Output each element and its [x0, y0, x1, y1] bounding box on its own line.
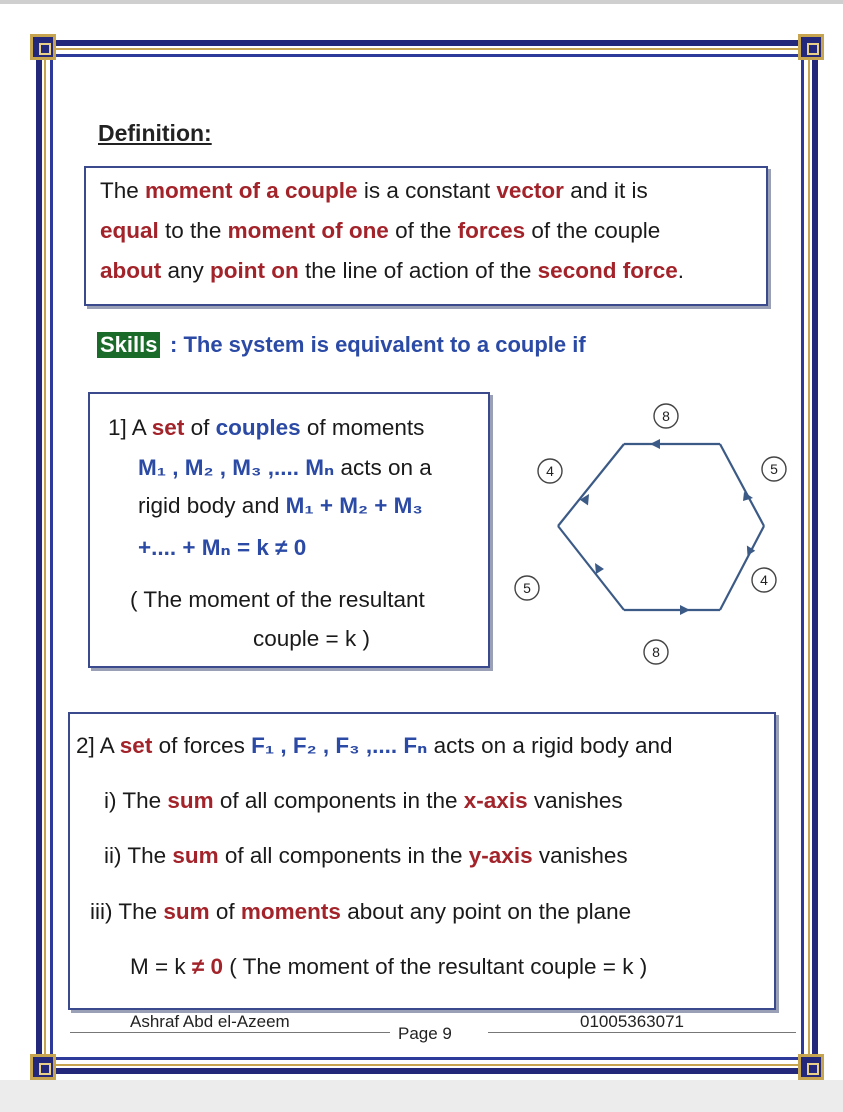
- text-segment: +.... + Mₙ = k ≠ 0: [138, 535, 307, 560]
- footer-author: Ashraf Abd el-Azeem: [130, 1012, 290, 1031]
- label-lower-left: 5: [523, 580, 531, 596]
- skill-2-line-4: [90, 899, 631, 925]
- text-segment: of forces: [152, 733, 252, 758]
- couples-hexagon-diagram: [500, 396, 800, 672]
- text-segment: of all components in the: [213, 788, 464, 813]
- corner-ornament-bottom-left: [30, 1054, 56, 1080]
- corner-ornament-bottom-right: [798, 1054, 824, 1080]
- corner-ornament-top-left: [30, 34, 56, 60]
- text-segment: rigid body and: [138, 493, 286, 518]
- text-segment: ( The moment of the resultant couple = k ): [223, 954, 648, 979]
- label-upper-right: 5: [770, 461, 778, 477]
- skills-heading: : The system is equivalent to a couple if: [170, 332, 586, 357]
- skill-2-line-5: [130, 954, 647, 980]
- corner-ornament-top-right: [798, 34, 824, 60]
- text-segment: ii) The: [104, 843, 173, 868]
- text-segment: vanishes: [532, 843, 628, 868]
- skill-2-line-3: [104, 843, 628, 869]
- text-segment: moments: [240, 899, 341, 924]
- text-segment: second force: [537, 258, 678, 283]
- text-segment: ≠ 0: [191, 954, 224, 979]
- skill-1-line-1: [108, 415, 424, 441]
- text-segment: any: [161, 258, 211, 283]
- label-upper-left: 4: [546, 463, 554, 479]
- skills-badge: Skills: [97, 332, 160, 358]
- text-segment: of: [209, 899, 241, 924]
- text-segment: of all components in the: [218, 843, 469, 868]
- text-segment: acts on a: [334, 455, 432, 480]
- skill-1-line-2: [138, 455, 432, 481]
- definition-line-1: [100, 178, 648, 204]
- text-segment: set: [151, 415, 185, 440]
- skill-1-note-2: couple = k ): [253, 626, 370, 651]
- text-segment: acts on a rigid body and: [427, 733, 673, 758]
- text-segment: to the: [158, 218, 228, 243]
- skill-1-line-3: [138, 493, 423, 519]
- text-segment: equal: [100, 218, 159, 243]
- footer-rule-left: [70, 1032, 390, 1033]
- text-segment: sum: [167, 788, 214, 813]
- text-segment: moment of one: [227, 218, 389, 243]
- text-segment: The: [100, 178, 146, 203]
- text-segment: M = k: [130, 954, 192, 979]
- text-segment: the line of action of the: [298, 258, 538, 283]
- text-segment: 2] A: [76, 733, 120, 758]
- definition-line-2: [100, 218, 660, 244]
- label-bottom: 8: [652, 644, 660, 660]
- label-top: 8: [662, 408, 670, 424]
- text-segment: of: [184, 415, 216, 440]
- text-segment: F₁ , F₂ , F₃ ,.... Fₙ: [251, 733, 428, 758]
- definition-title: Definition:: [98, 120, 212, 146]
- footer-phone: 01005363071: [580, 1012, 685, 1031]
- text-segment: x-axis: [463, 788, 528, 813]
- text-segment: y-axis: [468, 843, 533, 868]
- text-segment: is a constant: [357, 178, 497, 203]
- definition-line-3: [100, 258, 684, 284]
- hexagon-edges: [558, 444, 764, 610]
- text-segment: of the couple: [525, 218, 661, 243]
- text-segment: sum: [172, 843, 219, 868]
- text-segment: moment of a couple: [145, 178, 358, 203]
- text-segment: of the: [388, 218, 458, 243]
- text-segment: vector: [496, 178, 564, 203]
- text-segment: sum: [163, 899, 210, 924]
- text-segment: forces: [457, 218, 526, 243]
- skill-1-note-1: ( The moment of the resultant: [130, 587, 425, 612]
- text-segment: and it is: [563, 178, 648, 203]
- skill-1-line-4: [138, 535, 306, 561]
- footer-page-number: Page 9: [398, 1024, 452, 1043]
- footer-rule-right: [488, 1032, 796, 1033]
- text-segment: iii) The: [90, 899, 164, 924]
- text-segment: M₁ + M₂ + M₃: [285, 493, 423, 518]
- text-segment: about any point on the plane: [340, 899, 632, 924]
- text-segment: .: [677, 258, 684, 283]
- text-segment: vanishes: [527, 788, 623, 813]
- skill-2-line-2: [104, 788, 623, 814]
- text-segment: point on: [210, 258, 299, 283]
- text-segment: M₁ , M₂ , M₃ ,.... Mₙ: [138, 455, 335, 480]
- label-lower-right: 4: [760, 572, 768, 588]
- skill-2-line-1: [76, 733, 673, 759]
- text-segment: 1] A: [108, 415, 152, 440]
- text-segment: set: [119, 733, 153, 758]
- screen-top-edge: [0, 0, 843, 4]
- screen-bottom-edge: [0, 1080, 843, 1112]
- text-segment: of moments: [300, 415, 425, 440]
- text-segment: i) The: [104, 788, 168, 813]
- text-segment: about: [100, 258, 162, 283]
- text-segment: couples: [215, 415, 301, 440]
